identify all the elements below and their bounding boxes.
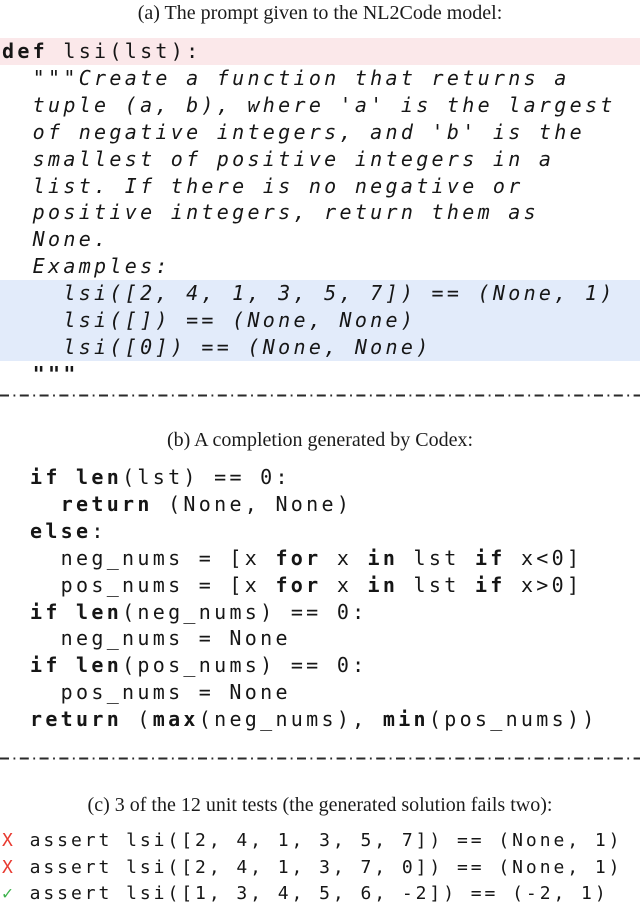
- code-keyword: len: [76, 653, 123, 678]
- code-text: (neg_nums),: [198, 707, 383, 732]
- code-text: pos_nums = None: [30, 680, 291, 705]
- code-text: list. If there is no negative or: [2, 173, 524, 198]
- unit-test-row: [2, 881, 640, 908]
- code-line: [0, 173, 640, 200]
- code-text: neg_nums = None: [30, 626, 291, 651]
- code-line: [0, 119, 640, 146]
- code-line: [28, 518, 640, 545]
- code-line: [0, 334, 640, 361]
- unit-tests-block: [2, 828, 640, 908]
- code-text: lsi([]) == (None, None): [2, 308, 417, 333]
- dash-dot-divider-2: [0, 756, 640, 761]
- code-text: (lst) == 0:: [122, 465, 291, 489]
- code-line: [0, 199, 640, 226]
- code-line: [0, 253, 640, 280]
- code-text: x: [321, 545, 368, 570]
- caption-unit-tests-section: (c) 3 of the 12 unit tests (the generated solution fails two):: [87, 794, 553, 816]
- code-keyword: if: [474, 545, 506, 570]
- code-text: x<0]: [505, 545, 583, 570]
- code-text: lst: [398, 572, 475, 597]
- code-text: [61, 653, 76, 677]
- code-text: (: [122, 707, 153, 732]
- code-text: Examples:: [2, 254, 171, 279]
- code-text: [61, 600, 76, 624]
- assert-code-text: assert lsi([2, 4, 1, 3, 5, 7]) == (None, 1): [15, 830, 623, 851]
- code-text: (pos_nums) == 0:: [122, 653, 368, 678]
- code-keyword: in: [367, 572, 399, 597]
- code-text: x: [321, 572, 368, 597]
- code-keyword: max: [152, 707, 199, 732]
- code-text: """Create a function that returns a: [2, 65, 570, 90]
- code-line: [0, 307, 640, 334]
- code-keyword: if: [30, 599, 61, 624]
- caption-completion-section: (b) A completion generated by Codex:: [166, 429, 474, 451]
- completion-code-block: [28, 464, 640, 733]
- code-line: [0, 361, 640, 388]
- code-line: [0, 92, 640, 119]
- code-text: tuple (a, b), where 'a' is the largest: [2, 92, 616, 117]
- code-text: [61, 465, 76, 489]
- caption-prompt-section: (a) The prompt given to the NL2Code model:: [137, 2, 503, 24]
- code-line: [0, 280, 640, 307]
- code-line: [28, 464, 640, 491]
- assert-code-text: assert lsi([1, 3, 4, 5, 6, -2]) == (-2, 1): [15, 883, 609, 905]
- code-line: [0, 38, 640, 65]
- code-keyword: for: [275, 545, 322, 570]
- code-text: pos_nums = [x: [30, 572, 276, 597]
- code-text: :: [91, 518, 107, 543]
- fail-x-icon: X: [2, 856, 16, 878]
- code-keyword: for: [275, 572, 322, 597]
- code-text: (None, None): [152, 491, 353, 516]
- code-text: lst: [398, 545, 475, 570]
- code-keyword: if: [30, 653, 61, 678]
- code-text: neg_nums = [x: [30, 545, 276, 570]
- code-line: [28, 545, 640, 572]
- code-keyword: """: [2, 361, 79, 386]
- code-text: of negative integers, and 'b' is the: [2, 119, 585, 144]
- code-line: [0, 146, 640, 173]
- code-text: lsi(lst):: [48, 39, 202, 63]
- code-text: [30, 492, 61, 516]
- code-line: [28, 679, 640, 706]
- fail-x-icon: X: [2, 830, 16, 851]
- code-line: [28, 625, 640, 652]
- code-text: None.: [2, 227, 110, 252]
- code-keyword: else: [30, 518, 92, 543]
- code-text: x>0]: [505, 572, 583, 597]
- code-keyword: min: [382, 707, 429, 732]
- code-text: positive integers, return them as: [2, 200, 539, 225]
- code-keyword: return: [30, 707, 123, 732]
- code-keyword: in: [367, 545, 399, 570]
- unit-test-row: [2, 828, 640, 855]
- assert-code-text: assert lsi([2, 4, 1, 3, 7, 0]) == (None, 1): [15, 856, 623, 878]
- pass-check-icon: ✓: [2, 883, 16, 905]
- code-keyword: len: [76, 465, 123, 489]
- dash-dot-divider-1: [0, 393, 640, 398]
- code-text: lsi([0]) == (None, None): [2, 334, 432, 359]
- code-line: [28, 572, 640, 599]
- code-line: [0, 65, 640, 92]
- unit-test-row: [2, 855, 640, 882]
- code-keyword: return: [60, 491, 153, 516]
- code-keyword: len: [76, 599, 123, 624]
- code-line: [28, 706, 640, 733]
- code-text: (neg_nums) == 0:: [122, 599, 368, 624]
- code-line: [28, 491, 640, 518]
- code-text: (pos_nums)): [428, 707, 598, 732]
- code-line: [28, 599, 640, 626]
- code-line: [28, 652, 640, 679]
- prompt-code-block: [0, 38, 640, 388]
- code-text: lsi([2, 4, 1, 3, 5, 7]) == (None, 1): [2, 281, 616, 306]
- code-keyword: if: [30, 465, 61, 489]
- code-line: [0, 226, 640, 253]
- code-keyword: def: [2, 39, 49, 63]
- code-text: smallest of positive integers in a: [2, 146, 555, 171]
- code-keyword: if: [474, 572, 506, 597]
